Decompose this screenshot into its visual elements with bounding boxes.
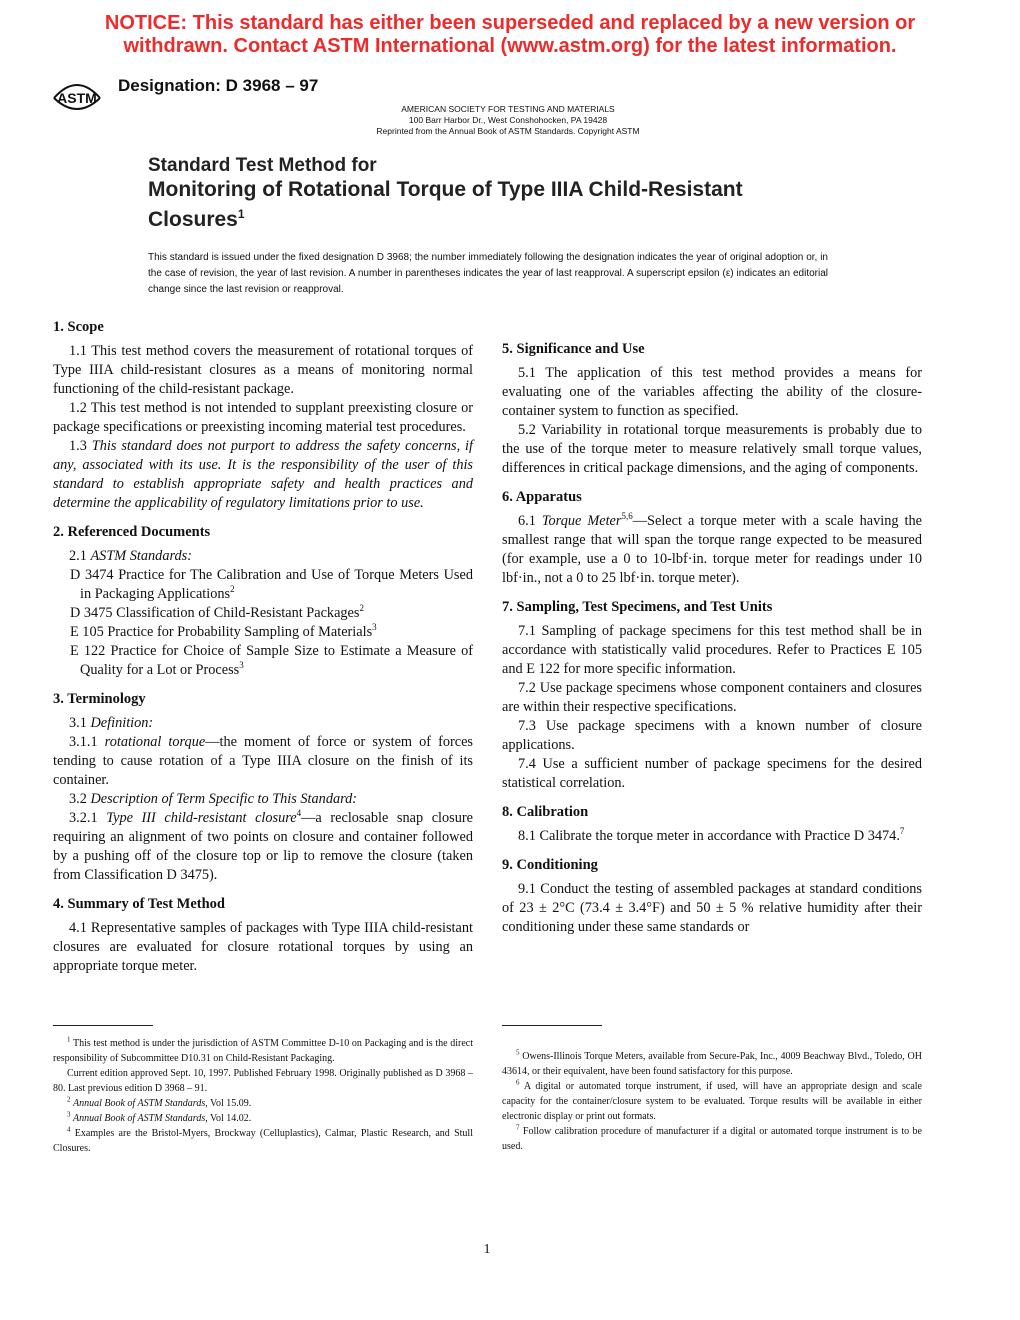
- title-footnote-mark: 1: [237, 207, 245, 221]
- paragraph-3-2: 3.2 Description of Term Specific to This Standard:: [69, 791, 358, 807]
- paragraph-7-3: 7.3 Use package specimens with a known number of closure applications.: [502, 718, 922, 753]
- society-address: 100 Barr Harbor Dr., West Conshohocken, PA 19428: [408, 115, 608, 125]
- paragraph-1-2: 1.2 This test method is not intended to supplant preexisting closure or package specifications or preexisting incoming material test procedures.: [53, 400, 473, 435]
- footnote-6: $^6$ A digital or automated torque instrument, if used, will have an appropriate design and scale capacity for the container/closure system to be evaluated. Torque results will be available in either electronic display or print out formats.: [502, 1078, 922, 1122]
- ref-e122: E 122 Practice for Choice of Sample Size to Estimate a Measure of Quality for a Lot or Process$^3$: [70, 643, 473, 678]
- society-info: [290, 104, 726, 137]
- section-heading-conditioning: 9. Conditioning: [502, 857, 598, 873]
- ref-d3475: D 3475 Classification of Child-Resistant Packages$^2$: [70, 603, 364, 621]
- right-column: [502, 318, 922, 937]
- title-line-1: Standard Test Method for: [148, 155, 377, 176]
- paragraph-2-1: 2.1 ASTM Standards:: [69, 548, 192, 564]
- footnotes-right: [502, 1049, 922, 1154]
- document-title: [148, 154, 908, 232]
- section-heading-referenced: 2. Referenced Documents: [53, 524, 211, 540]
- paragraph-5-2: 5.2 Variability in rotational torque measurements is probably due to the use of the torque meter to measure relatively small torque values, differences in critical package dimensions, and the aging of components.: [502, 422, 922, 476]
- footnote-2: $^2$ Annual Book of ASTM Standards, Vol 15.09.: [67, 1095, 252, 1109]
- issue-note: This standard is issued under the fixed designation D 3968; the number immediately following the designation indicates the year of original adoption or, in the case of revision, the year of last revision. A number in parentheses indicates the year of last reapproval. A superscript epsilon (ε) indicates an editorial change since the last revision or reapproval.: [148, 252, 828, 295]
- astm-logo-icon: [52, 76, 102, 116]
- paragraph-6-1: 6.1 Torque Meter$^{5,6}$—Select a torque meter with a scale having the smallest range that will span the torque range expected to be measured (for example, use a 0 to 10-lbf·in. torque meter for readings under 10 lbf·in., not a 0 to 25 lbf·in. torque meter).: [502, 511, 922, 586]
- section-heading-terminology: 3. Terminology: [53, 691, 146, 707]
- section-heading-scope: 1. Scope: [53, 319, 104, 335]
- paragraph-3-1: 3.1 Definition:: [69, 715, 154, 731]
- title-line-2: Monitoring of Rotational Torque of Type IIIA Child-Resistant: [148, 178, 743, 201]
- notice-line-1: NOTICE: This standard has either been superseded and replaced by a new version or: [104, 12, 916, 34]
- ref-d3474: D 3474 Practice for The Calibration and Use of Torque Meters Used in Packaging Applications$^2$: [70, 567, 473, 602]
- paragraph-9-1: 9.1 Conduct the testing of assembled packages at standard conditions of 23 ± 2°C (73.4 ± 3.4°F) and 50 ± 5 % relative humidity after their conditioning under these same standards or: [502, 881, 922, 935]
- paragraph-3-1-1: 3.1.1 rotational torque—the moment of force or system of forces tending to cause rotation of a Type IIIA closure on the finish of its container.: [53, 734, 473, 788]
- section-heading-sampling: 7. Sampling, Test Specimens, and Test Units: [502, 599, 773, 615]
- paragraph-7-1: 7.1 Sampling of package specimens for this test method shall be in accordance with statistically valid procedures. Refer to Practices E 105 and E 122 for more specific information.: [502, 623, 922, 677]
- left-column: [53, 318, 473, 976]
- footnote-rule-left: [53, 1025, 153, 1026]
- ref-e105: E 105 Practice for Probability Sampling of Materials$^3$: [70, 622, 377, 640]
- footnotes-left: [53, 1036, 473, 1156]
- footnote-1-edition: Current edition approved Sept. 10, 1997. Published February 1998. Originally published as D 3968 – 80. Last previous edition D 3968 – 91.: [53, 1068, 473, 1094]
- footnote-3: $^3$ Annual Book of ASTM Standards, Vol 14.02.: [67, 1110, 252, 1124]
- paragraph-8-1: 8.1 Calibrate the torque meter in accordance with Practice D 3474.$^7$: [518, 826, 905, 844]
- title-line-3: Closures$^1$: [148, 207, 245, 231]
- paragraph-1-3: 1.3 This standard does not purport to address the safety concerns, if any, associated with its use. It is the responsibility of the user of this standard to establish appropriate safety and health practices and determine the applicability of regulatory limitations prior to use.: [53, 438, 473, 511]
- paragraph-7-2: 7.2 Use package specimens whose component containers and closures are within their respective specifications.: [502, 680, 922, 715]
- footnote-5: $^5$ Owens-Illinois Torque Meters, available from Secure-Pak, Inc., 4009 Beachway Blvd., Toledo, OH 43614, or their equivalent, have been found satisfactory for this purpose.: [502, 1048, 922, 1077]
- reprint-note: Reprinted from the Annual Book of ASTM Standards. Copyright ASTM: [376, 126, 640, 136]
- section-heading-calibration: 8. Calibration: [502, 804, 589, 820]
- page-number: 1: [483, 1242, 491, 1257]
- paragraph-1-1: 1.1 This test method covers the measurement of rotational torques of Type IIIA child-resistant closures as a means of monitoring normal functioning of the child-resistant package.: [53, 343, 473, 397]
- society-name: AMERICAN SOCIETY FOR TESTING AND MATERIALS: [401, 104, 615, 114]
- designation: Designation: D 3968 – 97: [118, 76, 319, 95]
- paragraph-5-1: 5.1 The application of this test method provides a means for evaluating one of the variables affecting the ability of the closure-container system to function as specified.: [502, 365, 922, 419]
- logo-text: ASTM: [57, 90, 97, 106]
- section-heading-significance: 5. Significance and Use: [502, 341, 645, 357]
- notice-line-2: withdrawn. Contact ASTM International (www.astm.org) for the latest information.: [123, 35, 897, 57]
- footnote-7: $^7$ Follow calibration procedure of manufacturer if a digital or automated torque instrument is to be used.: [502, 1123, 922, 1152]
- paragraph-4-1: 4.1 Representative samples of packages with Type IIIA child-resistant closures are evaluated for closure rotational torques by using an appropriate torque meter.: [53, 920, 473, 974]
- paragraph-7-4: 7.4 Use a sufficient number of package specimens for the desired statistical correlation.: [502, 756, 922, 791]
- footnote-rule-right: [502, 1025, 602, 1026]
- paragraph-3-2-1: 3.2.1 Type III child-resistant closure$^4$—a reclosable snap closure requiring an alignment of two points on closure and container followed by a pushing off of the closure top or lip to remove the closure (taken from Classification D 3475).: [53, 808, 473, 883]
- section-heading-apparatus: 6. Apparatus: [502, 489, 582, 505]
- superseded-notice: [0, 12, 1020, 58]
- footnote-4: $^4$ Examples are the Bristol-Myers, Brockway (Celluplastics), Calmar, Plastic Research, and Stull Closures.: [53, 1125, 473, 1154]
- footnote-1: $^1$ This test method is under the jurisdiction of ASTM Committee D-10 on Packaging and is the direct responsibility of Subcommittee D10.31 on Child-Resistant Packaging.: [53, 1035, 473, 1064]
- section-heading-summary: 4. Summary of Test Method: [53, 896, 225, 912]
